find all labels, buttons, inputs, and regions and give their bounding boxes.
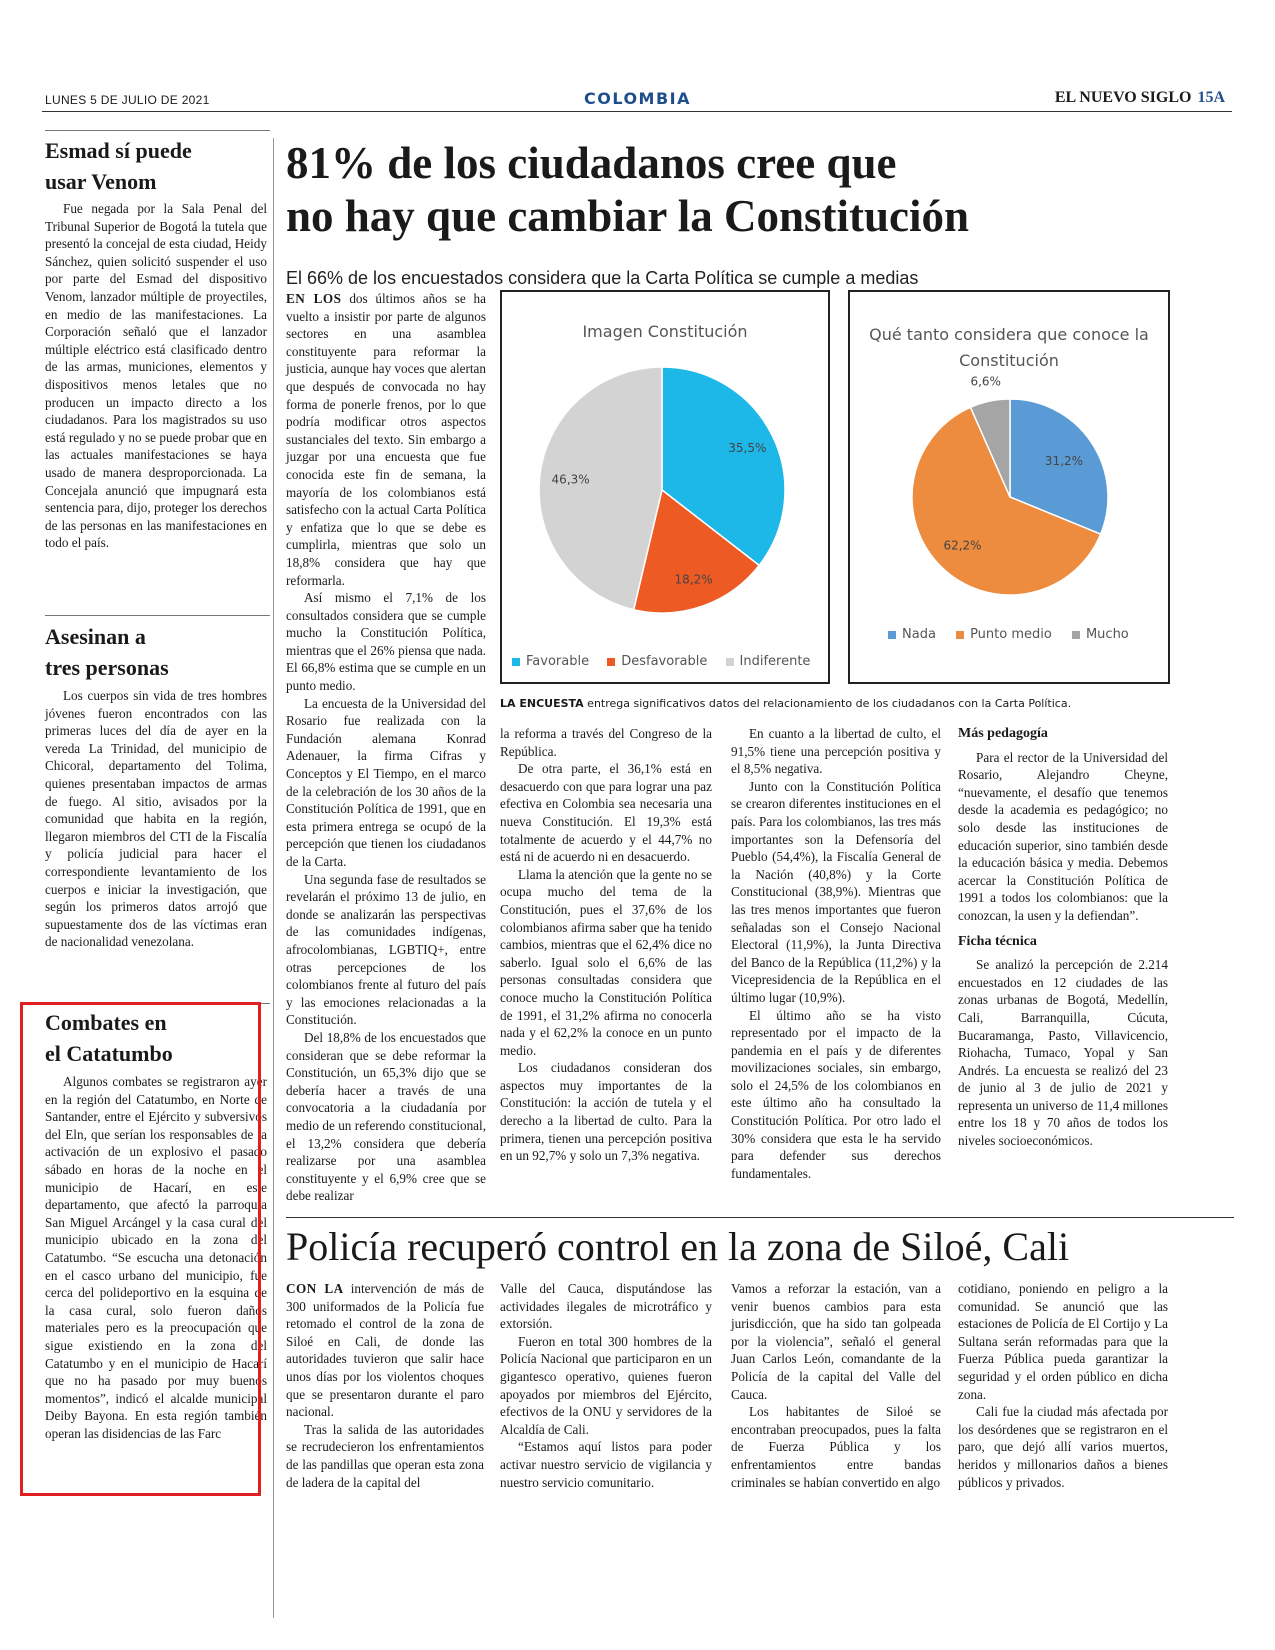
brief-body: Los cuerpos sin vida de tres hombres jóvenes fueron encontrados con las primeras luces del día de ayer en la vereda La Trinidad, del municipio de Chicoral, departamento del Tolima, quienes presentaban impactos de armas de fuego. Al sitio, avisados por la comunidad que habita en la región, llegaron miembros del CTI de la Fiscalía y policía judicial para hacer el correspondiente levantamiento de los cuerpos e iniciar la investigación, que según los primeros datos arrojó que supuestamente dos de las víctimas eran de nacionalidad venezolana. (45, 688, 267, 950)
paragraph (731, 1403, 941, 1491)
second-column-2 (500, 1280, 712, 1491)
legend-swatch (888, 631, 896, 639)
slice-label: 46,3% (551, 472, 590, 487)
slice-label: 31,2% (1044, 453, 1084, 468)
legend-swatch (956, 631, 964, 639)
paragraph (731, 778, 941, 1007)
slice-label: 35,5% (728, 441, 767, 456)
main-column-1 (286, 290, 486, 1205)
paragraph (286, 589, 486, 695)
paragraph (500, 760, 712, 866)
paragraph (500, 1438, 712, 1491)
highlight-box (20, 1002, 261, 1496)
legend-label: Nada (902, 627, 936, 642)
legend-swatch (607, 658, 615, 666)
legend-swatch (1072, 631, 1080, 639)
brief-body: Fue negada por la Sala Penal del Tribunal Superior de Bogotá la tutela que presentó la concejal de esta ciudad, Heidy Sánchez, quien solicitó suspender el uso por parte del Esmad del dispositivo Venom, lanzador múltiple de proyectiles, en medio de las manifestaciones. La Corporación señaló que el lanzador múltiple eléctrico está clasificado dentro de las armas, municiones, elementos y dispositivos menos letales que no producen un impacto directo a los ciudadanos. Para los magistrados su uso está regulado y no se puede probar que en las actuales manifestaciones se haya usado de manera desproporcionada. La Concejala anunció que impugnará esta sentencia para, dijo, proteger los derechos de las personas en las manifestaciones en todo el país. (45, 201, 267, 551)
legend-label: Indiferente (739, 654, 811, 669)
paragraph (286, 290, 486, 589)
paragraph-text: la reforma a través del Congreso de la República. (500, 726, 712, 759)
paragraph-text: dos últimos años se ha vuelto a insistir por parte de algunos sectores en una asamblea constituyente para reformar la justicia, aunque hay voces que alertan que después de convocada no hay forma de ponerle frenos, por lo que podría modificar otros aspectos sustanciales del texto. Sin embargo a juzgar por una encuesta que fue conocida este fin de semana, la mayoría de los colombianos está satisfecho con la actual Carta Política y enfatiza que lo que se debe es cumplirla, mientras que solo un 18,8% considera que hay que reformarla. (286, 291, 486, 588)
main-deck: El 66% de los encuestados considera que la Carta Política se cumple a medias (286, 268, 919, 288)
second-column-4 (958, 1280, 1168, 1491)
paragraph-text: Así mismo el 7,1% de los consultados considera que se cumple mucho la Constitución Política, mientras que el 26% piensa que nada. El 66,8% estima que se cumple en un punto medio. (286, 590, 486, 694)
paragraph: Se analizó la percepción de 2.214 encuestados en 12 ciudades de las zonas urbanas de Bogotá, Medellín, Cali, Barranquilla, Cúcuta, Bucaramanga, Pasto, Villavicencio, Riohacha, Tumaco, Yopal y San Andrés. La encuesta se realizó del 23 de junio al 3 de julio de 2021 y representa un universo de 11,4 millones entre los 18 y 70 años de todos los niveles socioeconómicos. (958, 957, 1168, 1149)
paragraph-text: La encuesta de la Universidad del Rosario fue realizada con la Fundación alemana Konrad Adenauer, la firma Cifras y Conceptos y El Tiempo, en el marco de la celebración de los 30 años de la Constitución Política de 1991, que en esta primera entrega se ocupó de la percepción que tienen los ciudadanos de la Carta. (286, 695, 486, 869)
legend-label: Mucho (1085, 627, 1129, 642)
paper-name (1055, 89, 1225, 107)
brief-title-line: usar Venom (45, 169, 157, 194)
legend-item (607, 654, 707, 669)
legend-item (1072, 627, 1129, 642)
brief-body: Algunos combates se registraron ayer en la región del Catatumbo, en Norte de Santander, entre el Ejército y subversivos del Eln, que serían los responsables de la activación de un explosivo el pasado sábado en horas de la noche en el municipio de Hacarí, en este departamento, que afectó la parroquia San Miguel Arcángel y la casa cural del municipio ubicado en la zona del Catatumbo. “Se escucha una detonación en el casco urbano del municipio, fue cerca del polideportivo en la esquina de la casa cural, solo fueron daños materiales pero es la preocupación que sigue existiendo en la zona del Catatumbo y en el municipio de Hacarí que no ha pasado por muy buenos momentos”, indicó el alcalde municipal Deiby Bayona. En esta región también operan las disidencias de las Farc (45, 1074, 267, 1441)
paragraph-text: Del 18,8% de los encuestados que consideran que se debe reformar la Constitución, un 65,3% dijo que se debería hacer a través de una convocatoria a la ciudadanía por medio de un referendo constitucional, el 13,2% considera que debería realizarse por una asamblea constituyente y el 6,9% cree que se debe realizar (286, 1029, 486, 1204)
brief-rule (45, 615, 270, 616)
main-column-3 (731, 725, 941, 1182)
paragraph-text: Los habitantes de Siloé se encontraban preocupados, pues la falta de Fuerza Pública y los enfrentamientos entre bandas criminales se habían convertido en algo (731, 1404, 941, 1490)
main-headline (286, 137, 1186, 243)
paper-title: EL NUEVO SIGLO (1054, 89, 1192, 106)
subhead: Más pedagogía (958, 726, 1048, 741)
second-column-3 (731, 1280, 941, 1491)
brief-title (45, 135, 270, 197)
paragraph (286, 1421, 484, 1491)
brief-title-line: Asesinan a (45, 624, 146, 649)
paragraph-text: Vamos a reforzar la estación, van a venir buenos cambios para esta jurisdicción, que ha sido tan golpeada por la violencia”, señaló el general Juan Carlos León, comandante de la Policía de la capital del Valle del Cauca. (731, 1281, 941, 1402)
paragraph (731, 725, 941, 778)
column-separator (273, 138, 274, 1618)
chart-legend (512, 654, 828, 669)
brief-title (45, 621, 270, 683)
slice-label: 18,2% (674, 572, 713, 587)
chart-caption (500, 697, 1071, 710)
paragraph-text: Fueron en total 300 hombres de la Policía Nacional que participaron en un gigantesco operativo, quienes fueron apoyados por miembros del Ejército, efectivos de la ONU y servidores de la Alcaldía de Cali. (500, 1333, 712, 1437)
chart-title-line: Constitución (959, 351, 1059, 370)
paragraph (731, 1007, 941, 1183)
header-rule (42, 111, 1232, 112)
subhead: Ficha técnica (958, 933, 1037, 949)
legend-item (726, 654, 811, 669)
legend-label: Punto medio (970, 627, 1052, 642)
story-rule (286, 1217, 1234, 1218)
slice-label: 6,6% (970, 374, 1001, 389)
chart-conocimiento-constitucion (848, 290, 1170, 684)
paragraph (500, 725, 712, 760)
caption-lead: LA ENCUESTA (500, 697, 584, 710)
paragraph: Para el rector de la Universidad del Rosario, Alejandro Cheyne, “nuevamente, el desafío que tenemos desde la academia es pedagógico; no solo desde las instituciones de educación superior, sino también desde la educación básica y media. Debemos acercar la Constitución Política de 1991 a todos los colombianos: que la conozcan, la usen y la defiendan”. (958, 749, 1168, 923)
paragraph (500, 1333, 712, 1439)
brief-title-line: Combates en (45, 1010, 167, 1035)
paragraph-text: cotidiano, poniendo en peligro a la comunidad. Se anunció que las estaciones de Policía de El Cortijo y La Sultana serán reformadas para que la Fuerza Pública pueda garantizar la seguridad y el orden público en dicha zona. (958, 1281, 1168, 1402)
paragraph (958, 1403, 1168, 1491)
lead-in: CON LA (286, 1281, 344, 1296)
brief-rule (45, 130, 270, 131)
legend-swatch (726, 658, 734, 666)
paragraph (500, 1059, 712, 1165)
chart-title-line: Qué tanto considera que conoce la (869, 325, 1149, 344)
paragraph-text: intervención de más de 300 uniformados de la Policía fue retomado el control de la zona de Siloé en Cali, de donde las autoridades tuvieron que salir hace unos días por los violentos choques que se presentaron durante el paro nacional. (286, 1281, 484, 1420)
pie-chart (502, 292, 828, 682)
paragraph (958, 1280, 1168, 1403)
paragraph-text: De otra parte, el 36,1% está en desacuerdo con que para lograr una paz efectiva en Colombia sea necesaria una nueva Constitución. El 19,3% está totalmente de acuerdo y el 44,7% no está ni de acuerdo ni en desacuerdo. (500, 761, 712, 865)
legend-label: Desfavorable (621, 654, 708, 669)
brief-title-line: Esmad sí puede (45, 138, 192, 163)
chart-title: Imagen Constitución (582, 322, 748, 341)
legend-item (956, 627, 1052, 642)
paragraph-text: Llama la atención que la gente no se ocupa mucho del tema de la Constitución, pues el 37,6% de los colombianos afirma saber que ha tenido cambios, mientras que el 62,4% dice no saberlo. Igual solo el 6,6% de las personas consultadas considera que conoce mucho la Constitución Política de 1991, el 31,2% afirma no conocerla nada y el 62,2% la conoce en un punto medio. (500, 866, 712, 1058)
caption-text: entrega significativos datos del relacionamiento de los ciudadanos con la Carta Política. (583, 697, 1072, 710)
brief-title-line: tres personas (45, 655, 169, 680)
paragraph (731, 1280, 941, 1403)
paragraph-text: Valle del Cauca, disputándose las actividades ilegales de microtráfico y extorsión. (500, 1281, 712, 1332)
pie-chart (850, 292, 1168, 682)
second-column-1 (286, 1280, 484, 1491)
brief-title-line: el Catatumbo (45, 1041, 173, 1066)
main-column-4 (958, 725, 1168, 1150)
legend-label: Favorable (526, 654, 590, 669)
paragraph-text: El último año se ha visto representado por el impacto de la pandemia en el país y de diferentes movilizaciones sociales, sin embargo, solo el 24,5% de los colombianos en este último año ha consultado la Constitución Política. Por otro lado el 30% considera que esta le ha servido para defender sus derechos fundamentales. (731, 1007, 941, 1181)
paragraph-text: Junto con la Constitución Política se crearon diferentes instituciones en el país. Para los colombianos, las tres más importantes son la Defensoría del Pueblo (54,4%), la Fiscalía General de la Nación (40,8%) y la Corte Constitucional (38,9%). Mientras que las tres menos importantes que fueron señaladas son el Consejo Nacional Electoral (11,9%), la Junta Directiva del Banco de la República (11,2%) y la Vicepresidencia de la República en el último lugar (10,9%). (731, 778, 941, 1005)
page-number: 15A (1197, 89, 1225, 106)
headline-line: 81% de los ciudadanos cree que (286, 138, 897, 188)
chart-legend (888, 627, 1168, 642)
main-column-2 (500, 725, 712, 1165)
paragraph (286, 695, 486, 871)
legend-swatch (512, 658, 520, 666)
legend-item (512, 654, 589, 669)
paragraph-text: Una segunda fase de resultados se revelarán el próximo 13 de julio, en donde se analizarán las perspectivas de las comunidades indígenas, afrocolombianas, LGBTIQ+, entre otras percepciones de los colombianos frente al futuro del país y las emociones relacionadas a la Constitución. (286, 871, 486, 1028)
lead-in: EN LOS (286, 291, 342, 306)
issue-date: LUNES 5 DE JULIO DE 2021 (45, 93, 210, 107)
paragraph (286, 1029, 486, 1205)
chart-imagen-constitucion (500, 290, 830, 684)
paragraph (500, 866, 712, 1060)
second-headline: Policía recuperó control en la zona de Siloé, Cali (286, 1224, 1070, 1269)
paragraph (286, 1280, 484, 1421)
paragraph-text: “Estamos aquí listos para poder activar nuestro servicio de vigilancia y nuestro servicio comunitario. (500, 1439, 712, 1490)
paragraph-text: Los ciudadanos consideran dos aspectos muy importantes de la Constitución: la acción de tutela y el derecho a la libertad de culto. Para la primera, tienen una percepción positiva en un 92,7% y solo un 7,3% negativa. (500, 1060, 712, 1164)
section-name: COLOMBIA (583, 89, 692, 108)
headline-line: no hay que cambiar la Constitución (286, 191, 970, 241)
paragraph-text: En cuanto a la libertad de culto, el 91,5% tiene una percepción positiva y el 8,5% negativa. (731, 726, 941, 777)
paragraph-text: Cali fue la ciudad más afectada por los desórdenes que se registraron en el paro, que dejó allí varios muertos, heridos y millonarios daños a bienes públicos y privados. (958, 1404, 1168, 1490)
legend-item (888, 627, 936, 642)
paragraph (500, 1280, 712, 1333)
paragraph-text: Tras la salida de las autoridades se recrudecieron los enfrentamientos de las pandillas que operan esta zona de ladera de la capital del (286, 1421, 484, 1490)
paragraph (286, 871, 486, 1029)
slice-label: 62,2% (943, 538, 982, 553)
